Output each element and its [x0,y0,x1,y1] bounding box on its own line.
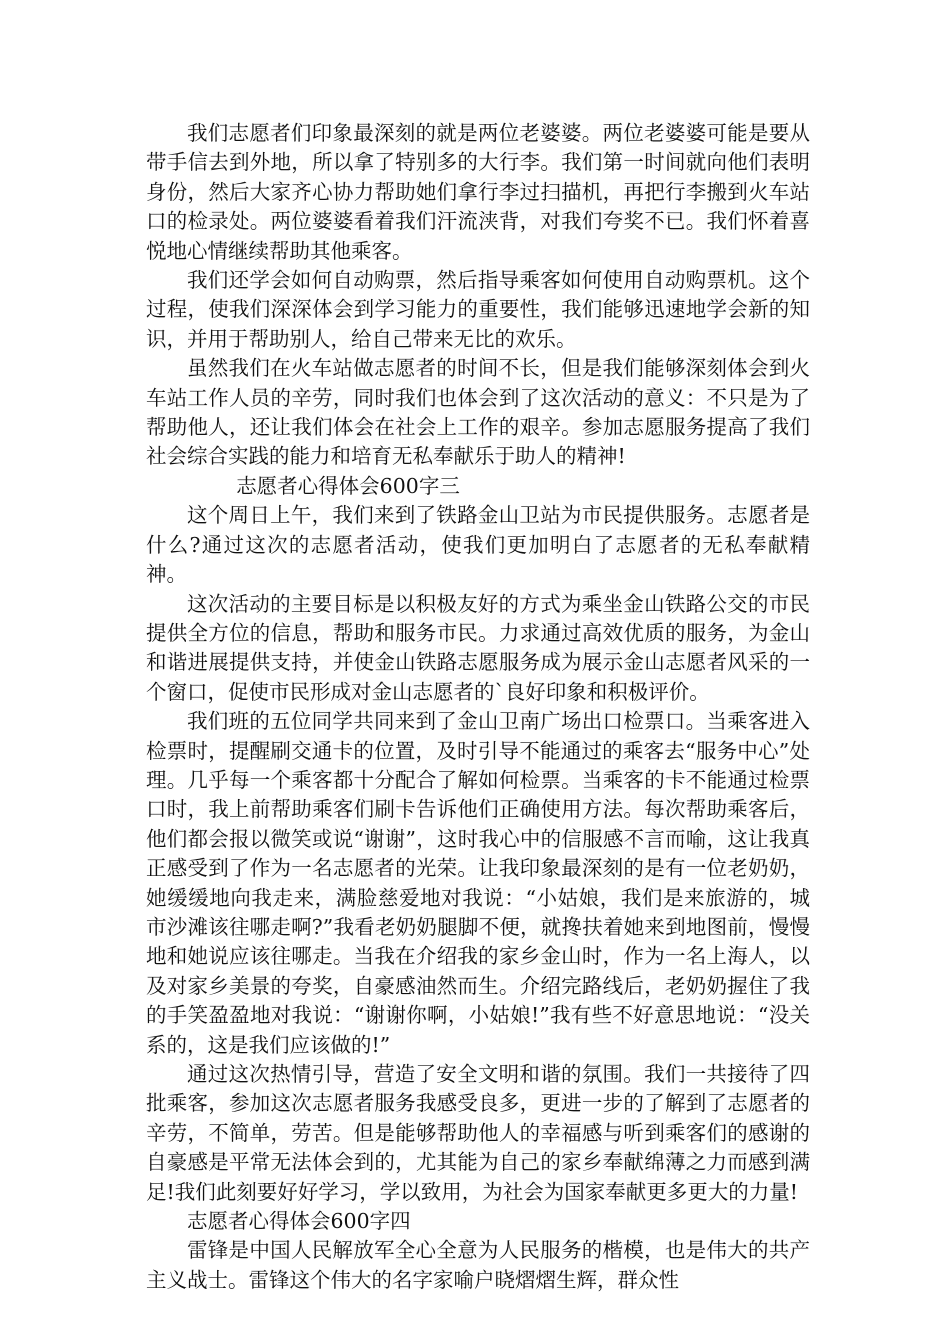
paragraph-ticket-gate: 我们班的五位同学共同来到了金山卫南广场出口检票口。当乘客进入检票时，提醒刷交通卡的位置，及时引导不能通过的乘客去“服务中心”处理。几乎每一个乘客都十分配合了解如何检票。当乘客的卡不能通过检票口时，我上前帮助乘客们刷卡告诉他们正确使用方法。每次帮助乘客后，他们都会报以微笑或说“谢谢”，这时我心中的信服感不言而喻，这让我真正感受到了作为一名志愿者的光荣。让我印象最深刻的是有一位老奶奶，她缓缓地向我走来，满脸慈爱地对我说：“小姑娘，我们是来旅游的，城市沙滩该往哪走啊?”我看老奶奶腿脚不便，就搀扶着她来到地图前，慢慢地和她说应该往哪走。当我在介绍我的家乡金山时，作为一名上海人，以及对家乡美景的夸奖，自豪感油然而生。介绍完路线后，老奶奶握住了我的手笑盈盈地对我说：“谢谢你啊，小姑娘!”我有些不好意思地说：“没关系的，这是我们应该做的!” [146,709,810,1057]
paragraph-lei-feng: 雷锋是中国人民解放军全心全意为人民服务的楷模，也是伟大的共产主义战士。雷锋这个伟大的名字家喻户晓熠熠生辉，群众性 [146,1238,810,1292]
paragraph-activity-goal: 这次活动的主要目标是以积极友好的方式为乘坐金山铁路公交的市民提供全方位的信息，帮助和服务市民。力求通过高效优质的服务，为金山和谐进展提供支持，并使金山铁路志愿服务成为展示金山志愿者风采的一个窗口，促使市民形成对金山志愿者的`良好印象和积极评价。 [146,591,810,704]
document-page [146,119,810,1295]
paragraph-station-work: 虽然我们在火车站做志愿者的时间不长，但是我们能够深刻体会到火车站工作人员的辛劳，同时我们也体会到了这次活动的意义：不只是为了帮助他人，还让我们体会在社会上工作的艰辛。参加志愿服务提高了我们社会综合实践的能力和培育无私奉献乐于助人的精神! [146,356,810,469]
paragraph-ticket-machine: 我们还学会如何自动购票，然后指导乘客如何使用自动购票机。这个过程，使我们深深体会到学习能力的重要性，我们能够迅速地学会新的知识，并用于帮助别人，给自己带来无比的欢乐。 [146,268,810,351]
paragraph-elderly-ladies: 我们志愿者们印象最深刻的就是两位老婆婆。两位老婆婆可能是要从带手信去到外地，所以拿了特别多的大行李。我们第一时间就向他们表明身份，然后大家齐心协力帮助她们拿行李过扫描机，再把行李搬到火车站口的检录处。两位婆婆看着我们汗流浃背，对我们夸奖不已。我们怀着喜悦地心情继续帮助其他乘客。 [146,121,810,263]
section-heading-three: 志愿者心得体会600字三 [236,473,460,498]
section-heading-four: 志愿者心得体会600字四 [187,1209,411,1234]
paragraph-conclusion: 通过这次热情引导，营造了安全文明和谐的氛围。我们一共接待了四批乘客，参加这次志愿者服务我感受良多，更进一步的了解到了志愿者的辛劳，不简单，劳苦。但是能够帮助他人的幸福感与听到乘客们的感谢的自豪感是平常无法体会到的，尤其能为自己的家乡奉献绵薄之力而感到满足!我们此刻要好好学习，学以致用，为社会为国家奉献更多更大的力量! [146,1062,810,1204]
paragraph-sunday-morning: 这个周日上午，我们来到了铁路金山卫站为市民提供服务。志愿者是什么?通过这次的志愿者活动，使我们更加明白了志愿者的无私奉献精神。 [146,503,810,587]
